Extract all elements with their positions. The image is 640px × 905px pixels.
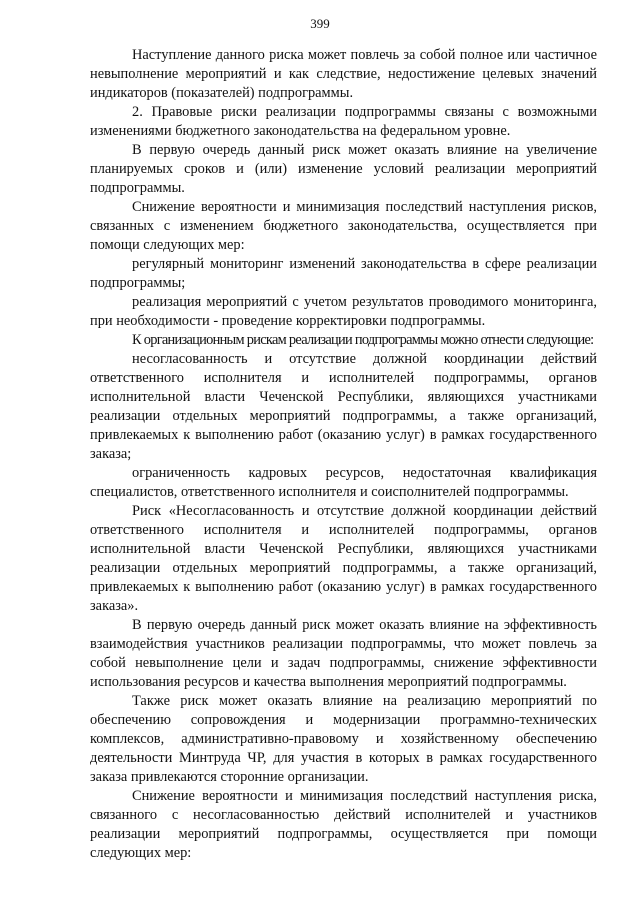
paragraph-legal-risks: 2. Правовые риски реализации подпрограммы связаны с возможными изменениями бюджетного законодательства на федеральном уровне. — [90, 104, 597, 139]
paragraph-org-risk-staff: ограниченность кадровых ресурсов, недостаточная квалификация специалистов, ответственного исполнителя и соисполнителей подпрограммы. — [90, 465, 597, 500]
paragraph-measure-monitoring: регулярный мониторинг изменений законодательства в сфере реализации подпрограммы; — [90, 256, 597, 291]
page-number: 399 — [310, 16, 330, 31]
paragraph-risk-support-influence: Также риск может оказать влияние на реализацию мероприятий по обеспечению сопровождения и модернизации программно-технических комплексов, административно-правовому и хозяйственному обеспечению деятельности Минтруда ЧР, для участия в которых в рамках государственного заказа привлекаются сторонние организации. — [90, 693, 597, 785]
paragraph-organizational-risks-intro: К организационным рискам реализации подпрограммы можно отнести следующие: — [132, 332, 594, 348]
paragraph-measure-implementation: реализация мероприятий с учетом результатов проводимого мониторинга, при необходимости - проведение корректировки подпрограммы. — [90, 294, 597, 329]
paragraph-risk-quote: Риск «Несогласованность и отсутствие должной координации действий ответственного исполнителя и исполнителей подпрограммы, органов исполнительной власти Чеченской Республики, являющихся участниками реализации отдельных мероприятий подпрограммы, а также организаций, привлекаемых к выполнению работ (оказанию услуг) в рамках государственного заказа». — [90, 503, 597, 614]
paragraph-org-risk-coordination: несогласованность и отсутствие должной координации действий ответственного исполнителя и исполнителей подпрограммы, органов исполнительной власти Чеченской Республики, являющихся участниками реализации отдельных мероприятий подпрограммы, а также организаций, привлекаемых к выполнению работ (оказанию услуг) в рамках государственного заказа; — [90, 351, 597, 462]
document-body — [90, 46, 597, 863]
paragraph-risk-consequence: Наступление данного риска может повлечь за собой полное или частичное невыполнение мероприятий и как следствие, недостижение целевых значений индикаторов (показателей) подпрограммы. — [90, 47, 597, 101]
paragraph-legal-risk-mitigation: Снижение вероятности и минимизация последствий наступления рисков, связанных с изменением бюджетного законодательства, осуществляется при помощи следующих мер: — [90, 199, 597, 253]
paragraph-legal-risk-influence: В первую очередь данный риск может оказать влияние на увеличение планируемых сроков и (или) изменение условий реализации мероприятий подпрограммы. — [90, 142, 597, 196]
paragraph-org-risk-mitigation: Снижение вероятности и минимизация последствий наступления риска, связанного с несогласованностью действий исполнителей и участников реализации мероприятий подпрограммы, осуществляется при помощи следующих мер: — [90, 788, 597, 861]
paragraph-risk-effectiveness: В первую очередь данный риск может оказать влияние на эффективность взаимодействия участников реализации подпрограммы, что может повлечь за собой невыполнение цели и задач подпрограммы, снижение эффективности использования ресурсов и качества выполнения мероприятий подпрограммы. — [90, 617, 597, 690]
